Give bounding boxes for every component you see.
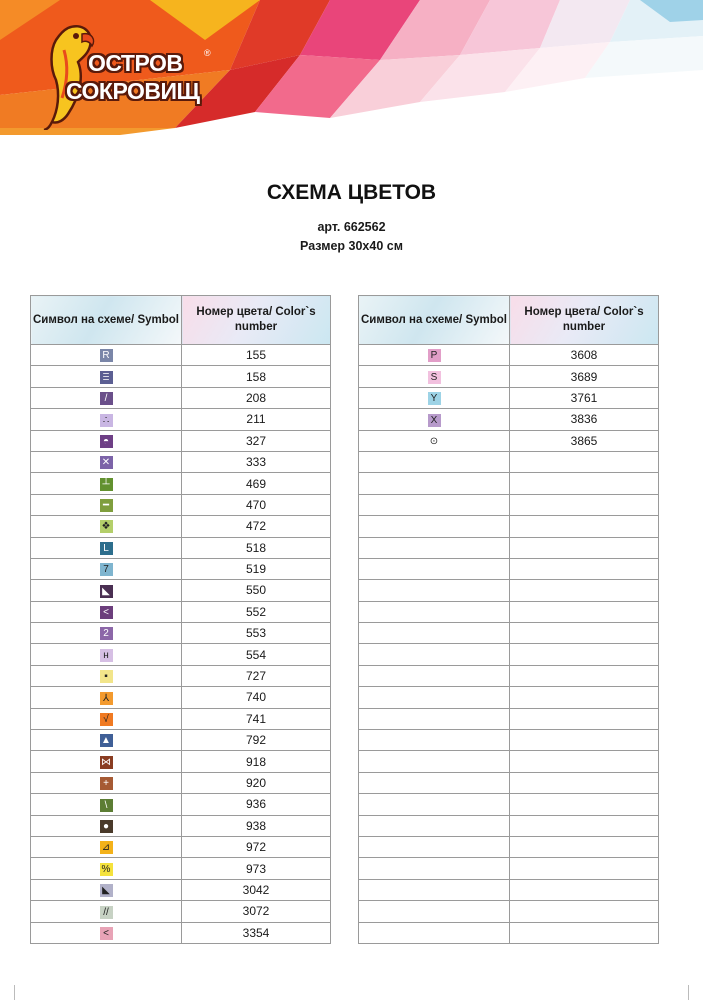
color-number-cell (510, 665, 659, 686)
color-number-cell (510, 516, 659, 537)
color-table-left (30, 295, 331, 944)
symbol-cell (31, 879, 182, 900)
table-body-right (359, 345, 659, 944)
table-row (31, 901, 331, 922)
color-number-cell: 519 (182, 558, 331, 579)
brand-name-line2: СОКРОВИЩ (66, 78, 200, 104)
table-row (31, 473, 331, 494)
color-number-cell (510, 901, 659, 922)
symbol-cell (31, 601, 182, 622)
table-row (31, 451, 331, 472)
symbol-swatch: Y (428, 392, 441, 405)
table-row (359, 623, 659, 644)
symbol-swatch: // (100, 906, 113, 919)
table-row (31, 687, 331, 708)
registered-mark: ® (204, 48, 211, 58)
symbol-cell (359, 387, 510, 408)
color-number-cell: 3354 (182, 922, 331, 943)
table-row (359, 815, 659, 836)
symbol-swatch: ✕ (100, 456, 113, 469)
table-row (359, 430, 659, 451)
color-number-cell (510, 451, 659, 472)
table-row (31, 730, 331, 751)
symbol-swatch: ⊙ (428, 435, 441, 448)
symbol-cell (359, 473, 510, 494)
symbol-cell (359, 580, 510, 601)
color-number-cell (510, 836, 659, 857)
color-number-cell: 938 (182, 815, 331, 836)
table-header-row (31, 296, 331, 345)
symbol-cell (31, 409, 182, 430)
table-row (359, 387, 659, 408)
header-color-number: Номер цвета/ Color`s number (510, 296, 659, 345)
color-number-cell (510, 623, 659, 644)
color-number-cell: 211 (182, 409, 331, 430)
color-number-cell: 918 (182, 751, 331, 772)
symbol-cell (359, 901, 510, 922)
color-number-cell (510, 558, 659, 579)
symbol-cell (359, 794, 510, 815)
color-number-cell: 3865 (510, 430, 659, 451)
article-number: арт. 662562 (317, 220, 386, 234)
symbol-cell (359, 430, 510, 451)
table-row (31, 409, 331, 430)
symbol-swatch: / (100, 392, 113, 405)
table-row (31, 387, 331, 408)
symbol-cell (359, 623, 510, 644)
symbol-swatch: ● (100, 820, 113, 833)
symbol-swatch: ⅄ (100, 692, 113, 705)
color-number-cell: 155 (182, 345, 331, 366)
table-row (31, 815, 331, 836)
table-row (359, 409, 659, 430)
table-row (31, 430, 331, 451)
table-row (31, 494, 331, 515)
table-row (359, 687, 659, 708)
symbol-cell (31, 730, 182, 751)
symbol-swatch: R (100, 349, 113, 362)
symbol-cell (359, 537, 510, 558)
table-row (359, 580, 659, 601)
symbol-swatch: ◣ (100, 884, 113, 897)
symbol-cell (31, 494, 182, 515)
symbol-swatch: 2 (100, 627, 113, 640)
symbol-cell (359, 665, 510, 686)
table-row (359, 730, 659, 751)
color-number-cell (510, 794, 659, 815)
color-number-cell: 208 (182, 387, 331, 408)
color-number-cell (510, 922, 659, 943)
color-number-cell (510, 879, 659, 900)
table-row (31, 708, 331, 729)
color-number-cell: 518 (182, 537, 331, 558)
table-row (359, 879, 659, 900)
color-number-cell: 327 (182, 430, 331, 451)
table-row (31, 516, 331, 537)
color-number-cell: 727 (182, 665, 331, 686)
symbol-cell (359, 366, 510, 387)
symbol-cell (31, 387, 182, 408)
symbol-swatch: ❖ (100, 520, 113, 533)
color-number-cell: 472 (182, 516, 331, 537)
table-row (31, 772, 331, 793)
color-number-cell: 972 (182, 836, 331, 857)
symbol-swatch: + (100, 777, 113, 790)
table-row (31, 345, 331, 366)
symbol-cell (31, 516, 182, 537)
symbol-cell (359, 879, 510, 900)
color-number-cell: 552 (182, 601, 331, 622)
table-row (359, 794, 659, 815)
color-number-cell (510, 858, 659, 879)
color-number-cell: 3042 (182, 879, 331, 900)
color-number-cell: 550 (182, 580, 331, 601)
color-number-cell: 3608 (510, 345, 659, 366)
symbol-swatch: < (100, 606, 113, 619)
symbol-cell (359, 751, 510, 772)
table-row (31, 858, 331, 879)
symbol-cell (359, 494, 510, 515)
color-table-right (358, 295, 659, 944)
header-symbol: Символ на схеме/ Symbol (31, 296, 182, 345)
color-number-cell (510, 772, 659, 793)
symbol-swatch: ▪ (100, 670, 113, 683)
symbol-cell (359, 558, 510, 579)
symbol-swatch: S (428, 371, 441, 384)
color-number-cell (510, 473, 659, 494)
color-number-cell (510, 580, 659, 601)
table-row (359, 858, 659, 879)
color-number-cell: 553 (182, 623, 331, 644)
symbol-cell (359, 708, 510, 729)
symbol-cell (31, 708, 182, 729)
table-row (31, 836, 331, 857)
symbol-swatch: % (100, 863, 113, 876)
color-number-cell: 158 (182, 366, 331, 387)
symbol-swatch: н (100, 649, 113, 662)
symbol-cell (31, 772, 182, 793)
table-row (31, 879, 331, 900)
symbol-cell (31, 858, 182, 879)
color-number-cell (510, 687, 659, 708)
symbol-cell (359, 730, 510, 751)
color-number-cell: 3072 (182, 901, 331, 922)
page-frame (14, 985, 689, 1000)
color-number-cell (510, 601, 659, 622)
symbol-cell (31, 623, 182, 644)
table-row (359, 708, 659, 729)
symbol-cell (359, 345, 510, 366)
table-row (359, 558, 659, 579)
table-row (359, 516, 659, 537)
table-row (359, 494, 659, 515)
color-number-cell (510, 494, 659, 515)
symbol-cell (359, 858, 510, 879)
page-title: СХЕМА ЦВЕТОВ (266, 181, 437, 204)
symbol-cell (31, 580, 182, 601)
symbol-swatch: ◓ (100, 435, 113, 448)
symbol-swatch: ⊿ (100, 841, 113, 854)
symbol-swatch: ━ (100, 499, 113, 512)
table-row (359, 665, 659, 686)
table-row (31, 665, 331, 686)
color-number-cell: 3689 (510, 366, 659, 387)
brand-name-line1: ОСТРОВ (88, 50, 183, 76)
color-number-cell (510, 730, 659, 751)
symbol-swatch: Ⲷ (100, 371, 113, 384)
color-number-cell: 470 (182, 494, 331, 515)
color-number-cell (510, 708, 659, 729)
symbol-swatch: ┴ (100, 478, 113, 491)
symbol-swatch: ∴ (100, 414, 113, 427)
symbol-swatch: L (100, 542, 113, 555)
color-number-cell: 936 (182, 794, 331, 815)
symbol-cell (359, 922, 510, 943)
symbol-cell (31, 836, 182, 857)
symbol-cell (359, 687, 510, 708)
color-number-cell (510, 537, 659, 558)
symbol-cell (31, 815, 182, 836)
table-row (359, 601, 659, 622)
symbol-swatch: ▲ (101, 735, 111, 747)
table-row (359, 772, 659, 793)
symbol-cell (359, 409, 510, 430)
symbol-cell (359, 601, 510, 622)
symbol-cell (359, 815, 510, 836)
symbol-swatch: √ (100, 713, 113, 726)
table-row (359, 473, 659, 494)
symbol-cell (31, 345, 182, 366)
table-row (31, 601, 331, 622)
color-number-cell: 3761 (510, 387, 659, 408)
color-number-cell (510, 751, 659, 772)
symbol-cell (31, 558, 182, 579)
color-number-cell: 469 (182, 473, 331, 494)
table-row (359, 922, 659, 943)
symbol-cell (31, 901, 182, 922)
table-row (359, 366, 659, 387)
header-symbol: Символ на схеме/ Symbol (359, 296, 510, 345)
table-row (359, 644, 659, 665)
symbol-swatch: X (428, 414, 441, 427)
header-color-number: Номер цвета/ Color`s number (182, 296, 331, 345)
color-number-cell: 973 (182, 858, 331, 879)
symbol-cell (359, 644, 510, 665)
color-number-cell: 740 (182, 687, 331, 708)
symbol-cell (31, 473, 182, 494)
table-body-left (31, 345, 331, 944)
symbol-cell (359, 451, 510, 472)
symbol-cell (31, 644, 182, 665)
table-row (359, 345, 659, 366)
color-number-cell (510, 644, 659, 665)
color-number-cell (510, 815, 659, 836)
table-row (31, 922, 331, 943)
table-row (31, 644, 331, 665)
symbol-cell (359, 836, 510, 857)
symbol-cell (359, 516, 510, 537)
table-row (31, 580, 331, 601)
canvas-size: Размер 30х40 см (300, 239, 403, 253)
color-number-cell: 792 (182, 730, 331, 751)
symbol-swatch: \ (100, 799, 113, 812)
table-row (359, 901, 659, 922)
table-row (359, 451, 659, 472)
table-row (31, 366, 331, 387)
table-row (31, 794, 331, 815)
symbol-cell (31, 922, 182, 943)
symbol-swatch: P (428, 349, 441, 362)
symbol-cell (31, 537, 182, 558)
symbol-cell (31, 451, 182, 472)
symbol-cell (31, 366, 182, 387)
symbol-cell (31, 751, 182, 772)
table-row (31, 537, 331, 558)
symbol-cell (31, 430, 182, 451)
color-number-cell: 333 (182, 451, 331, 472)
table-row (359, 751, 659, 772)
table-row (31, 751, 331, 772)
symbol-swatch: ⋈ (101, 756, 111, 768)
symbol-cell (31, 687, 182, 708)
symbol-swatch: < (100, 927, 113, 940)
color-number-cell: 920 (182, 772, 331, 793)
color-number-cell: 741 (182, 708, 331, 729)
symbol-cell (359, 772, 510, 793)
table-row (31, 558, 331, 579)
table-row (359, 537, 659, 558)
symbol-cell (31, 794, 182, 815)
color-number-cell: 3836 (510, 409, 659, 430)
table-row (31, 623, 331, 644)
symbol-swatch: ◣ (100, 585, 113, 598)
symbol-swatch: 7 (100, 563, 113, 576)
table-header-row (359, 296, 659, 345)
symbol-cell (31, 665, 182, 686)
color-number-cell: 554 (182, 644, 331, 665)
brand-logo (38, 10, 218, 130)
table-row (359, 836, 659, 857)
